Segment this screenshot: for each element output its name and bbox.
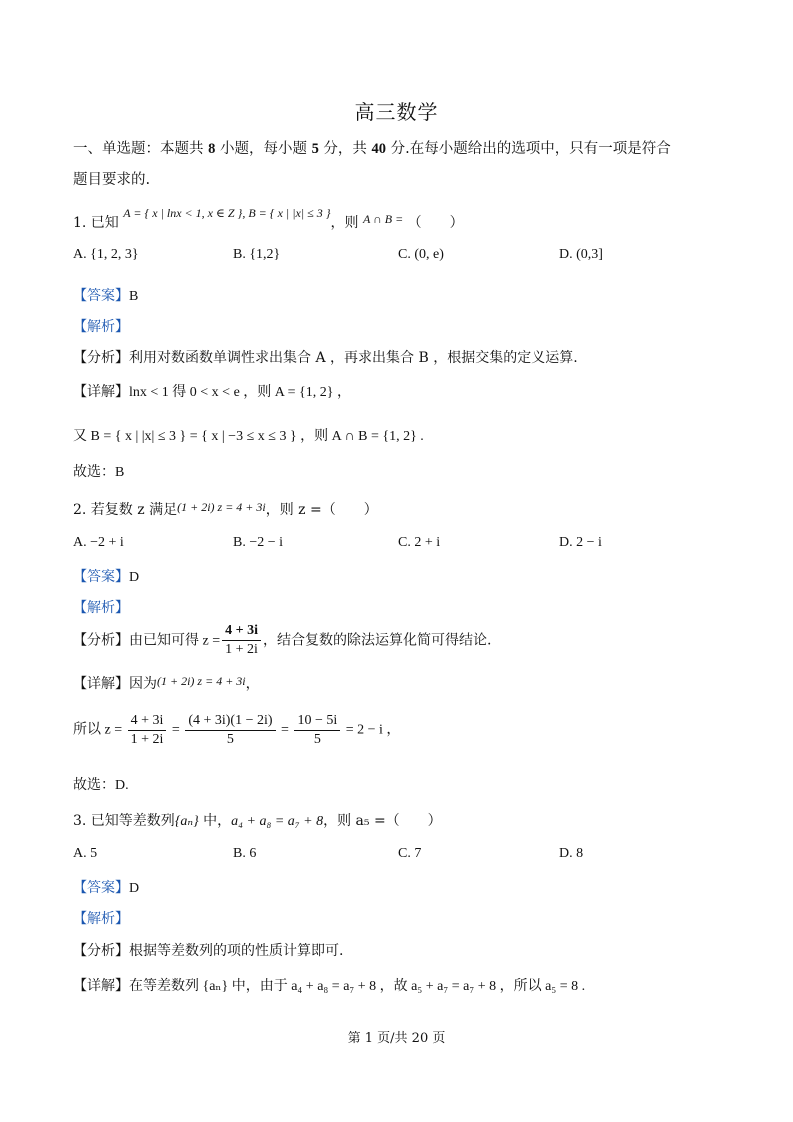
answer-label: 【答案】 bbox=[73, 288, 129, 304]
section-text: 分.在每小题给出的选项中，只有一项是符合 bbox=[386, 141, 671, 157]
fraction-denominator: 1 + 2i bbox=[130, 732, 164, 747]
page-footer: 第 1 页/共 20 页 bbox=[347, 1031, 446, 1046]
fraction-denominator: 5 bbox=[313, 732, 321, 747]
q2-condition: (1 + 2i) z = 4 + 3i bbox=[177, 500, 266, 514]
fraction-numerator: (4 + 3i)(1 − 2i) bbox=[185, 712, 275, 731]
q1-option-c: C. (0, e) bbox=[398, 247, 444, 262]
q2-fenxi-fraction bbox=[222, 622, 261, 659]
q3-condition: a₄ + a₈ = a₇ + 8 bbox=[231, 814, 324, 829]
q1-detail-line2: 又 B = { x | |x| ≤ 3 } = { x | −3 ≤ x ≤ 3 } ，则 A ∩ B = {1, 2} . bbox=[73, 429, 424, 444]
choose-label: 故选： bbox=[73, 777, 115, 793]
q1-choose-line bbox=[73, 461, 124, 481]
fenxi-label: 【分析】 bbox=[73, 632, 129, 649]
detail-label: 【详解】 bbox=[73, 978, 129, 994]
fenxi-label: 【分析】 bbox=[73, 943, 129, 959]
q2-analysis-label: 【解析】 bbox=[73, 600, 129, 616]
q2-detail-line1 bbox=[73, 673, 260, 693]
question-number: 1. 已知 bbox=[73, 215, 119, 231]
answer-label: 【答案】 bbox=[73, 880, 129, 896]
q1-detail-line1 bbox=[73, 381, 351, 401]
section-text: 分，共 bbox=[318, 141, 372, 157]
section-count: 8 bbox=[208, 141, 216, 157]
q1-fenxi-line bbox=[73, 347, 578, 367]
question-1 bbox=[73, 206, 464, 232]
section-text: 小题，每小题 bbox=[215, 141, 312, 157]
q2-answer-line bbox=[73, 566, 139, 586]
q2-detail-text: 因为 bbox=[129, 676, 157, 692]
q2-detail-line2 bbox=[73, 712, 400, 749]
section-heading bbox=[73, 137, 671, 158]
q2-detail-condition: (1 + 2i) z = 4 + 3i bbox=[157, 674, 246, 688]
section-total: 40 bbox=[371, 141, 387, 157]
equals-sign: = bbox=[281, 722, 289, 738]
question-number: 3. 已知等差数列 bbox=[73, 813, 175, 829]
page-title: 高三数学 bbox=[354, 100, 439, 124]
q2-option-c: C. 2 + i bbox=[398, 535, 441, 550]
q3-detail-line bbox=[73, 975, 585, 995]
choose-label: 故选： bbox=[73, 464, 115, 480]
fraction-denominator: 1 + 2i bbox=[225, 642, 258, 657]
q3-fenxi-line bbox=[73, 940, 343, 960]
q3-option-a: A. 5 bbox=[73, 846, 98, 861]
fraction-numerator: 4 + 3i bbox=[222, 622, 261, 641]
fraction-numerator: 10 − 5i bbox=[294, 712, 340, 731]
q3-detail-text: 在等差数列 {aₙ} 中，由于 a₄ + a₈ = a₇ + 8 ，故 a₅ + a₇ = a₇ + 8 ，所以 a₅ = 8 . bbox=[129, 979, 586, 994]
section-text: 一、单选题：本题共 bbox=[73, 141, 209, 157]
q2-fenxi-line bbox=[73, 622, 491, 659]
q2-option-a: A. −2 + i bbox=[73, 535, 124, 550]
q2-choose-value: D. bbox=[115, 778, 129, 793]
section-points: 5 bbox=[311, 141, 319, 157]
q1-answer-line bbox=[73, 285, 138, 305]
q3-answer: D bbox=[129, 881, 140, 896]
q2-choose-line bbox=[73, 774, 129, 794]
q2-answer: D bbox=[129, 570, 140, 585]
q1-analysis-label: 【解析】 bbox=[73, 319, 129, 335]
fenxi-label: 【分析】 bbox=[73, 350, 129, 366]
q2-so-text: 所以 z = bbox=[73, 722, 123, 738]
detail-label: 【详解】 bbox=[73, 384, 129, 400]
q1-fenxi-text: 利用对数函数单调性求出集合 A ，再求出集合 B ，根据交集的定义运算. bbox=[129, 350, 578, 366]
q3-answer-line bbox=[73, 877, 139, 897]
set-b-definition: , B = { x | |x| ≤ 3 } bbox=[242, 206, 331, 220]
q1-answer: B bbox=[129, 289, 139, 304]
q3-option-c: C. 7 bbox=[398, 846, 422, 861]
q2-fraction-3 bbox=[294, 712, 340, 749]
q2-option-d: D. 2 − i bbox=[559, 535, 602, 550]
detail-label: 【详解】 bbox=[73, 676, 129, 692]
q1-choose-value: B bbox=[115, 465, 125, 480]
q2-fraction-2 bbox=[185, 712, 275, 749]
answer-label: 【答案】 bbox=[73, 569, 129, 585]
q3-option-b: B. 6 bbox=[233, 846, 257, 861]
q3-fenxi-text: 根据等差数列的项的性质计算即可. bbox=[129, 943, 344, 959]
q2-fenxi-text: ，结合复数的除法运算化简可得结论. bbox=[262, 632, 492, 649]
question-expression: A ∩ B = bbox=[362, 212, 404, 226]
q2-fraction-1 bbox=[128, 712, 167, 749]
equals-sign: = bbox=[171, 722, 180, 738]
q1-option-a: A. {1, 2, 3} bbox=[73, 247, 139, 262]
q3-option-d: D. 8 bbox=[559, 846, 584, 861]
fraction-denominator: 5 bbox=[226, 732, 234, 747]
q2-result: = 2 − i ， bbox=[345, 722, 401, 738]
question-text: ，则 z =（ ） bbox=[265, 502, 378, 518]
section-heading-line2: 题目要求的. bbox=[73, 172, 151, 188]
question-text: 中， bbox=[198, 813, 232, 829]
question-number: 2. 若复数 z 满足 bbox=[73, 502, 178, 518]
q1-detail-text: lnx < 1 得 0 < x < e ，则 A = {1, 2} ， bbox=[129, 385, 351, 400]
q1-option-d: D. (0,3] bbox=[559, 247, 603, 262]
question-text: ，则 bbox=[330, 215, 359, 231]
question-3 bbox=[73, 810, 442, 830]
answer-blank: （ ） bbox=[407, 215, 464, 231]
q2-fenxi-text: 由已知可得 z = bbox=[129, 633, 221, 649]
question-2 bbox=[73, 499, 378, 519]
q2-option-b: B. −2 − i bbox=[233, 535, 284, 550]
q3-analysis-label: 【解析】 bbox=[73, 911, 129, 927]
q3-sequence: {aₙ} bbox=[174, 814, 199, 829]
fraction-numerator: 4 + 3i bbox=[128, 712, 167, 731]
q1-option-b: B. {1,2} bbox=[233, 247, 281, 262]
set-a-definition: A = { x | lnx < 1, x ∈ Z } bbox=[123, 206, 243, 220]
q2-detail-text: ， bbox=[245, 676, 260, 692]
question-text: ，则 a₅ =（ ） bbox=[323, 813, 442, 829]
